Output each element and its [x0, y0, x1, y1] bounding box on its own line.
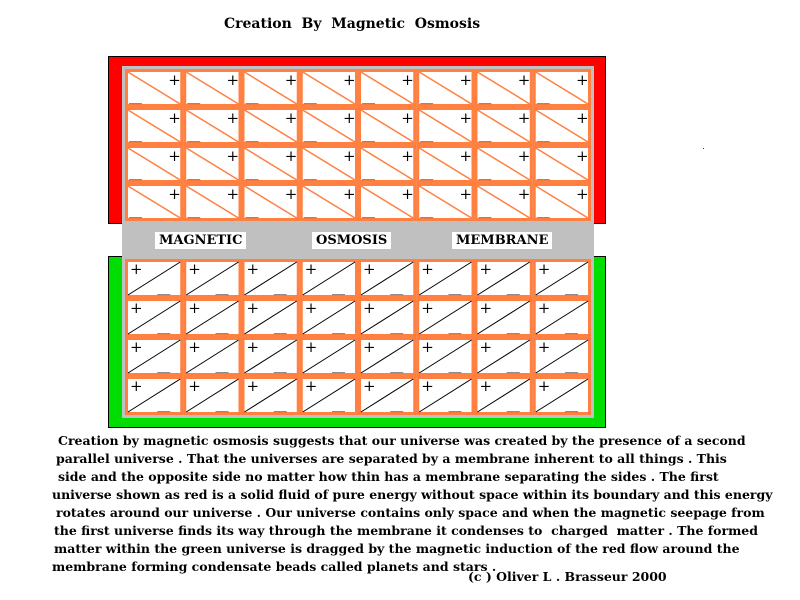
charge-cell — [301, 377, 356, 414]
charge-cell — [534, 109, 589, 144]
red-universe-charge-grid — [122, 66, 594, 224]
plus-sign: + — [343, 147, 356, 165]
minus-sign: __ — [303, 166, 317, 181]
minus-sign: __ — [245, 90, 259, 105]
charge-cell — [476, 299, 531, 336]
plus-sign: + — [304, 338, 318, 356]
plus-sign: + — [130, 260, 143, 278]
copyright-notice: (c ) Oliver L . Brasseur 2000 — [468, 569, 667, 584]
minus-sign: __ — [187, 166, 201, 181]
minus-sign: __ — [565, 398, 578, 413]
plus-sign: + — [304, 377, 318, 395]
plus-sign: + — [284, 71, 298, 89]
minus-sign: __ — [157, 359, 171, 374]
minus-sign: __ — [215, 359, 229, 374]
plus-sign: + — [130, 299, 143, 317]
plus-sign: + — [576, 109, 589, 127]
charge-cell — [534, 260, 589, 297]
plus-sign: + — [479, 377, 493, 395]
charge-cell — [243, 338, 298, 375]
plus-sign: + — [421, 299, 434, 317]
plus-sign: + — [576, 71, 589, 89]
plus-sign: + — [363, 299, 376, 317]
minus-sign: __ — [565, 320, 578, 335]
minus-sign: __ — [448, 398, 462, 413]
minus-sign: __ — [390, 320, 404, 335]
plus-sign: + — [246, 377, 260, 395]
minus-sign: __ — [536, 128, 550, 143]
charge-cell — [301, 109, 356, 144]
caption-line: membrane forming condensate beads called planets and stars . — [52, 559, 497, 574]
minus-sign: __ — [420, 128, 434, 143]
minus-sign: __ — [506, 320, 520, 335]
charge-cell — [127, 109, 182, 144]
plus-sign: + — [421, 260, 434, 278]
charge-cell — [534, 377, 589, 414]
charge-cell — [127, 299, 182, 336]
plus-sign: + — [517, 71, 531, 89]
charge-cell — [476, 71, 531, 106]
charge-cell — [418, 377, 473, 414]
minus-sign: __ — [448, 359, 462, 374]
plus-sign: + — [304, 260, 318, 278]
plus-sign: + — [188, 260, 201, 278]
charge-cell — [360, 377, 415, 414]
charge-cell — [418, 260, 473, 297]
charge-cell — [243, 109, 298, 144]
plus-sign: + — [188, 338, 201, 356]
plus-sign: + — [459, 185, 473, 203]
caption-line: matter within the green universe is dragged by the magnetic induction of the red flow around the — [54, 541, 740, 556]
minus-sign: __ — [362, 128, 375, 143]
charge-cell — [418, 299, 473, 336]
caption-line: Creation by magnetic osmosis suggests that our universe was created by the presence of a second — [58, 433, 746, 448]
red-charge-cells — [122, 66, 594, 224]
plus-sign: + — [537, 377, 551, 395]
plus-sign: + — [576, 147, 589, 165]
charge-cell — [476, 147, 531, 182]
minus-sign: __ — [478, 90, 492, 105]
charge-cell — [534, 299, 589, 336]
plus-sign: + — [168, 185, 181, 203]
minus-sign: __ — [420, 204, 434, 219]
minus-sign: __ — [536, 204, 550, 219]
plus-sign: + — [284, 109, 298, 127]
diagram-title: Creation By Magnetic Osmosis — [224, 16, 481, 32]
minus-sign: __ — [187, 128, 201, 143]
charge-cell — [243, 71, 298, 106]
plus-sign: + — [168, 71, 181, 89]
charge-cell — [185, 185, 240, 220]
charge-cell — [418, 71, 473, 106]
plus-sign: + — [401, 71, 414, 89]
minus-sign: __ — [390, 281, 404, 296]
minus-sign: __ — [448, 281, 462, 296]
charge-cell — [360, 185, 415, 220]
green-universe-charge-grid — [122, 256, 594, 418]
plus-sign: + — [537, 299, 551, 317]
charge-cell — [418, 109, 473, 144]
charge-cell — [476, 377, 531, 414]
minus-sign: __ — [478, 166, 492, 181]
charge-cell — [418, 185, 473, 220]
plus-sign: + — [459, 71, 473, 89]
minus-sign: __ — [157, 398, 171, 413]
charge-cell — [301, 260, 356, 297]
minus-sign: __ — [273, 398, 287, 413]
charge-cell — [360, 147, 415, 182]
plus-sign: + — [343, 185, 356, 203]
minus-sign: __ — [420, 90, 434, 105]
minus-sign: __ — [273, 359, 287, 374]
charge-cell — [476, 338, 531, 375]
charge-cell — [534, 185, 589, 220]
minus-sign: __ — [129, 90, 142, 105]
charge-cell — [243, 260, 298, 297]
charge-cell — [185, 147, 240, 182]
plus-sign: + — [479, 299, 493, 317]
plus-sign: + — [246, 260, 260, 278]
charge-cell — [418, 147, 473, 182]
minus-sign: __ — [129, 166, 142, 181]
caption-line: universe shown as red is a solid fluid of pure energy without space within its boundary and this energy — [52, 487, 773, 502]
minus-sign: __ — [245, 166, 259, 181]
membrane-band — [122, 224, 594, 256]
minus-sign: __ — [245, 204, 259, 219]
plus-sign: + — [284, 185, 298, 203]
plus-sign: + — [479, 338, 493, 356]
plus-sign: + — [246, 299, 260, 317]
charge-cell — [127, 260, 182, 297]
minus-sign: __ — [420, 166, 434, 181]
charge-cell — [185, 71, 240, 106]
plus-sign: + — [537, 260, 551, 278]
stray-dot — [703, 148, 704, 149]
plus-sign: + — [459, 147, 473, 165]
caption-line: side and the opposite side no matter how thin has a membrane separating the sides . The first — [58, 469, 719, 484]
charge-cell — [301, 185, 356, 220]
minus-sign: __ — [273, 320, 287, 335]
minus-sign: __ — [157, 281, 171, 296]
charge-cell — [301, 147, 356, 182]
charge-cell — [185, 109, 240, 144]
plus-sign: + — [130, 338, 143, 356]
plus-sign: + — [226, 147, 240, 165]
plus-sign: + — [168, 109, 181, 127]
minus-sign: __ — [506, 281, 520, 296]
charge-cell — [127, 338, 182, 375]
minus-sign: __ — [390, 359, 404, 374]
plus-sign: + — [188, 377, 201, 395]
plus-sign: + — [304, 299, 318, 317]
minus-sign: __ — [303, 90, 317, 105]
minus-sign: __ — [187, 90, 201, 105]
charge-cell — [243, 185, 298, 220]
charge-cell — [360, 338, 415, 375]
minus-sign: __ — [129, 128, 142, 143]
plus-sign: + — [188, 299, 201, 317]
minus-sign: __ — [506, 398, 520, 413]
caption-line: the first universe finds its way through the membrane it condenses to charged matter . The formed — [54, 523, 758, 538]
plus-sign: + — [401, 185, 414, 203]
plus-sign: + — [226, 185, 240, 203]
charge-cell — [360, 71, 415, 106]
minus-sign: __ — [362, 90, 375, 105]
plus-sign: + — [363, 338, 376, 356]
minus-sign: __ — [536, 90, 550, 105]
minus-sign: __ — [565, 281, 578, 296]
plus-sign: + — [284, 147, 298, 165]
plus-sign: + — [576, 185, 589, 203]
minus-sign: __ — [536, 166, 550, 181]
plus-sign: + — [401, 147, 414, 165]
plus-sign: + — [421, 377, 434, 395]
charge-cell — [127, 71, 182, 106]
minus-sign: __ — [332, 398, 345, 413]
caption-line: rotates around our universe . Our universe contains only space and when the magnetic seepage from — [56, 505, 765, 520]
plus-sign: + — [517, 147, 531, 165]
minus-sign: __ — [245, 128, 259, 143]
charge-cell — [243, 299, 298, 336]
minus-sign: __ — [215, 281, 229, 296]
caption-text — [52, 432, 773, 576]
charge-cell — [127, 377, 182, 414]
minus-sign: __ — [362, 166, 375, 181]
plus-sign: + — [459, 109, 473, 127]
charge-cell — [185, 260, 240, 297]
minus-sign: __ — [478, 128, 492, 143]
plus-sign: + — [343, 109, 356, 127]
plus-sign: + — [479, 260, 493, 278]
charge-cell — [534, 71, 589, 106]
plus-sign: + — [363, 377, 376, 395]
minus-sign: __ — [303, 204, 317, 219]
charge-cell — [476, 109, 531, 144]
minus-sign: __ — [332, 281, 345, 296]
plus-sign: + — [401, 109, 414, 127]
plus-sign: + — [517, 109, 531, 127]
membrane-label-osmosis: OSMOSIS — [312, 232, 391, 249]
charge-cell — [476, 185, 531, 220]
charge-cell — [185, 338, 240, 375]
plus-sign: + — [246, 338, 260, 356]
minus-sign: __ — [332, 359, 345, 374]
charge-cell — [360, 109, 415, 144]
minus-sign: __ — [565, 359, 578, 374]
minus-sign: __ — [273, 281, 287, 296]
charge-cell — [127, 147, 182, 182]
charge-cell — [185, 299, 240, 336]
minus-sign: __ — [215, 320, 229, 335]
plus-sign: + — [226, 109, 240, 127]
plus-sign: + — [343, 71, 356, 89]
charge-cell — [418, 338, 473, 375]
minus-sign: __ — [215, 398, 229, 413]
minus-sign: __ — [303, 128, 317, 143]
plus-sign: + — [168, 147, 181, 165]
charge-cell — [476, 260, 531, 297]
minus-sign: __ — [448, 320, 462, 335]
plus-sign: + — [130, 377, 143, 395]
green-charge-cells — [122, 256, 594, 418]
plus-sign: + — [363, 260, 376, 278]
minus-sign: __ — [362, 204, 375, 219]
minus-sign: __ — [332, 320, 345, 335]
charge-cell — [360, 299, 415, 336]
charge-cell — [243, 377, 298, 414]
minus-sign: __ — [390, 398, 404, 413]
plus-sign: + — [537, 338, 551, 356]
charge-cell — [243, 147, 298, 182]
plus-sign: + — [226, 71, 240, 89]
charge-cell — [127, 185, 182, 220]
charge-cell — [534, 147, 589, 182]
charge-cell — [360, 260, 415, 297]
minus-sign: __ — [187, 204, 201, 219]
charge-cell — [301, 299, 356, 336]
minus-sign: __ — [478, 204, 492, 219]
minus-sign: __ — [506, 359, 520, 374]
plus-sign: + — [421, 338, 434, 356]
charge-cell — [301, 71, 356, 106]
membrane-label-magnetic: MAGNETIC — [155, 232, 246, 249]
minus-sign: __ — [129, 204, 142, 219]
charge-cell — [301, 338, 356, 375]
minus-sign: __ — [157, 320, 171, 335]
charge-cell — [185, 377, 240, 414]
caption-line: parallel universe . That the universes are separated by a membrane inherent to all things . This — [56, 451, 727, 466]
charge-cell — [534, 338, 589, 375]
membrane-label-membrane: MEMBRANE — [452, 232, 552, 249]
plus-sign: + — [517, 185, 531, 203]
